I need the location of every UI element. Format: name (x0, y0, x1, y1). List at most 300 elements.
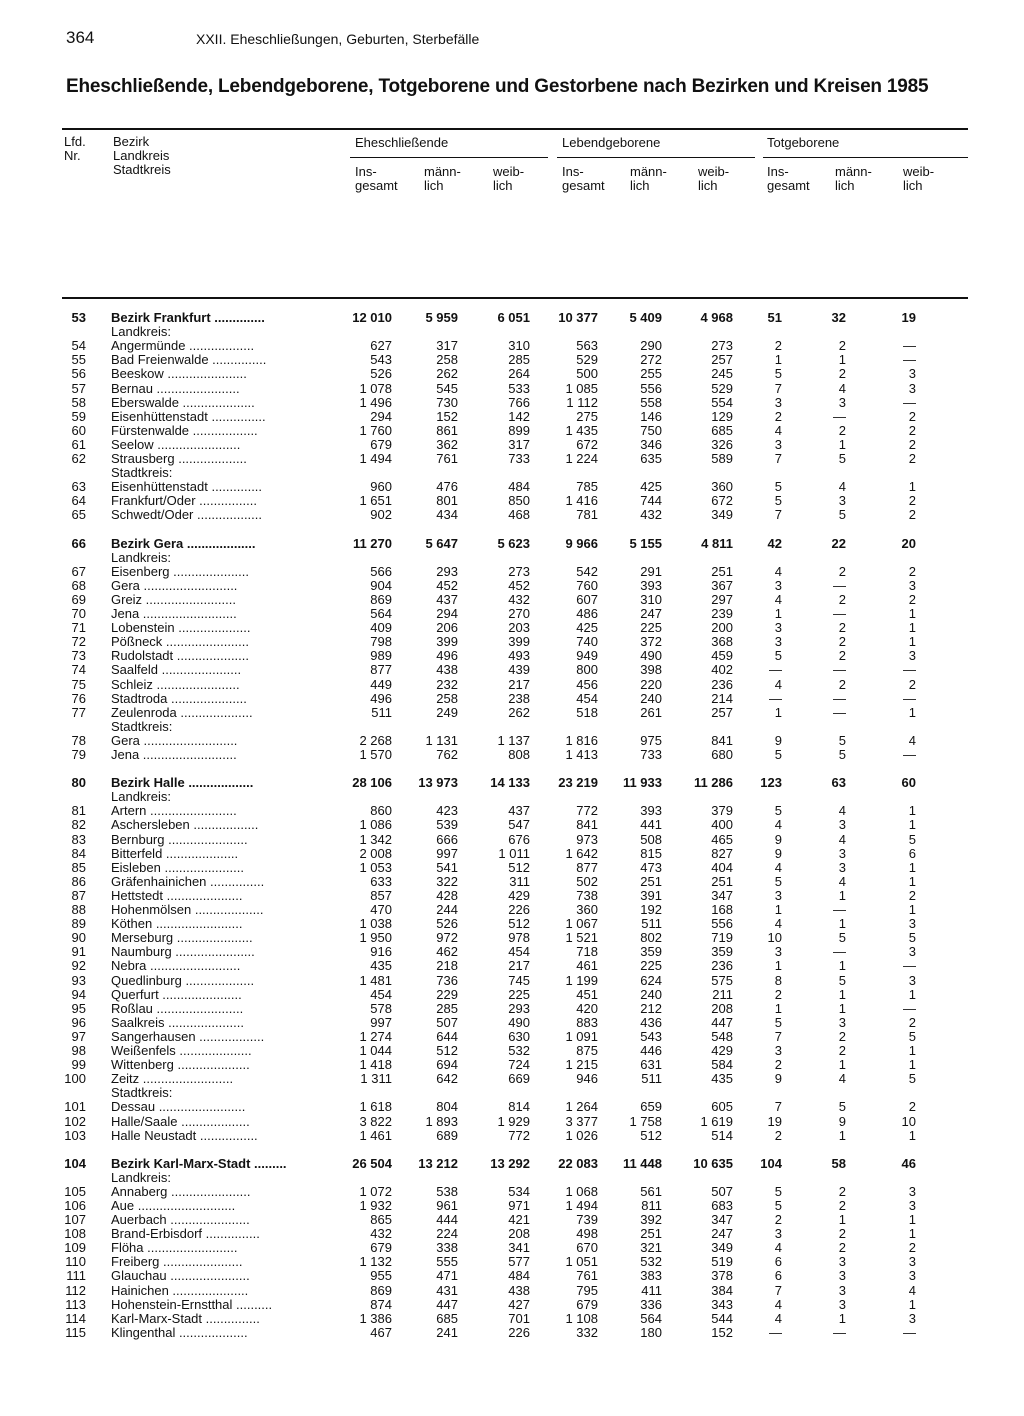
row-value: 1 067 (565, 916, 598, 931)
row-value: 3 (838, 1015, 846, 1030)
row-value: 1 494 (565, 1198, 598, 1213)
col-weiblich-3-top: weib- (903, 164, 935, 179)
col-weiblich-1-bottom: lich (493, 178, 513, 193)
table-row (0, 1326, 1024, 1340)
row-value: 9 (774, 1071, 782, 1086)
row-number: 92 (71, 958, 86, 973)
row-value: 229 (436, 987, 458, 1002)
row-value: 473 (640, 860, 662, 875)
row-value: 949 (576, 648, 598, 663)
table-subheading-row (0, 1086, 1024, 1100)
table-row (0, 1213, 1024, 1227)
row-value: 236 (711, 677, 733, 692)
row-value: 2 (908, 493, 916, 508)
row-value: 624 (640, 973, 662, 988)
row-name: Frankfurt/Oder ................ (111, 494, 257, 508)
row-value: 1 418 (359, 1057, 392, 1072)
row-value: 2 (838, 1043, 846, 1058)
row-name: Annaberg ...................... (111, 1185, 251, 1199)
group1-rule (350, 157, 548, 158)
row-value: 398 (640, 662, 662, 677)
row-value: 555 (436, 1254, 458, 1269)
row-value: 1 816 (565, 733, 598, 748)
row-value: 454 (576, 691, 598, 706)
table-row (0, 1157, 1024, 1171)
row-name: Zeulenroda .................... (111, 706, 253, 720)
row-value: 554 (711, 395, 733, 410)
row-value: 1 (774, 958, 782, 973)
table-row (0, 847, 1024, 861)
row-value: 26 504 (352, 1156, 392, 1171)
row-value: 6 (774, 1254, 782, 1269)
row-value: 1 026 (565, 1128, 598, 1143)
row-value: 378 (711, 1268, 733, 1283)
row-value: 561 (640, 1184, 662, 1199)
row-value: 3 (838, 1297, 846, 1312)
row-value: 11 286 (693, 775, 733, 790)
row-value: 2 (908, 888, 916, 903)
row-value: 261 (640, 705, 662, 720)
row-value: 701 (508, 1311, 530, 1326)
row-value: 874 (370, 1297, 392, 1312)
row-value: 575 (711, 973, 733, 988)
row-value: 740 (576, 634, 598, 649)
row-name: Aschersleben .................. (111, 818, 259, 832)
row-value: 11 448 (622, 1156, 662, 1171)
row-value: 5 (774, 874, 782, 889)
row-value: 247 (640, 606, 662, 621)
row-value: 666 (436, 832, 458, 847)
row-value: 7 (774, 381, 782, 396)
table-row (0, 748, 1024, 762)
table-row (0, 988, 1024, 1002)
row-value: 5 (774, 747, 782, 762)
row-name: Stadtkreis: (111, 466, 173, 480)
row-value: 1 311 (360, 1071, 392, 1086)
row-value: — (903, 958, 916, 973)
row-value: 3 (774, 634, 782, 649)
col-maennlich-2-top: männ- (630, 164, 667, 179)
row-value: 294 (370, 409, 392, 424)
row-value: 399 (508, 634, 530, 649)
col-weiblich-3-bottom: lich (903, 178, 923, 193)
row-name: Hainichen ..................... (111, 1284, 249, 1298)
row-value: 904 (370, 578, 392, 593)
row-value: 436 (640, 1015, 662, 1030)
row-value: 465 (711, 832, 733, 847)
row-value: 454 (370, 987, 392, 1002)
row-value: 439 (508, 662, 530, 677)
row-value: 566 (370, 564, 392, 579)
row-value: 247 (711, 1226, 733, 1241)
row-value: 2 (908, 1099, 916, 1114)
row-value: 750 (640, 423, 662, 438)
row-value: 633 (370, 874, 392, 889)
row-value: 1 053 (359, 860, 392, 875)
row-name: Strausberg ................... (111, 452, 247, 466)
row-value: 2 (908, 564, 916, 579)
row-value: 10 (901, 1114, 916, 1129)
row-name: Jena .......................... (111, 607, 237, 621)
row-value: 1 (838, 1311, 846, 1326)
table-row (0, 889, 1024, 903)
table-row (0, 1115, 1024, 1129)
row-value: 1 (838, 352, 846, 367)
row-number: 70 (71, 606, 86, 621)
row-value: 538 (436, 1184, 458, 1199)
row-value: 9 (838, 1114, 846, 1129)
row-value: 4 (774, 1240, 782, 1255)
row-value: 670 (576, 1240, 598, 1255)
row-value: 564 (640, 1311, 662, 1326)
row-value: 362 (436, 437, 458, 452)
row-value: 490 (640, 648, 662, 663)
row-value: 1 (908, 1212, 916, 1227)
table-row (0, 959, 1024, 973)
row-name: Gera .......................... (111, 579, 238, 593)
row-value: 841 (576, 817, 598, 832)
row-value: 285 (436, 1001, 458, 1016)
row-value: 1 760 (359, 423, 392, 438)
row-value: 1 112 (566, 395, 598, 410)
row-value: 447 (436, 1297, 458, 1312)
table-row (0, 396, 1024, 410)
row-value: — (903, 352, 916, 367)
table-row (0, 1100, 1024, 1114)
col-maennlich-3-top: männ- (835, 164, 872, 179)
row-name: Seelow ....................... (111, 438, 241, 452)
row-name: Quedlinburg ................... (111, 974, 255, 988)
col-weiblich-2-top: weib- (698, 164, 730, 179)
row-value: 7 (774, 1029, 782, 1044)
row-value: 3 (774, 578, 782, 593)
row-value: 875 (576, 1043, 598, 1058)
table-row (0, 678, 1024, 692)
row-value: 11 270 (352, 536, 392, 551)
row-value: 310 (640, 592, 662, 607)
header-top-rule (62, 128, 968, 130)
row-value: 2 (774, 409, 782, 424)
row-value: 1 085 (565, 381, 598, 396)
row-number: 60 (71, 423, 86, 438)
row-value: 379 (711, 803, 733, 818)
row-value: 273 (711, 338, 733, 353)
row-value: 733 (640, 747, 662, 762)
row-value: 251 (711, 874, 733, 889)
row-value: 827 (711, 846, 733, 861)
row-value: 1 (774, 1001, 782, 1016)
row-value: 946 (576, 1071, 598, 1086)
row-value: 1 (838, 1212, 846, 1227)
row-value: 4 (774, 817, 782, 832)
row-value: 761 (576, 1268, 598, 1283)
row-value: 392 (640, 1212, 662, 1227)
row-value: 814 (508, 1099, 530, 1114)
row-number: 86 (71, 874, 86, 889)
row-number: 95 (71, 1001, 86, 1016)
row-value: 605 (711, 1099, 733, 1114)
table-row (0, 734, 1024, 748)
row-value: 869 (370, 1283, 392, 1298)
row-value: 241 (436, 1325, 458, 1340)
row-number: 69 (71, 592, 86, 607)
row-value: 973 (576, 832, 598, 847)
row-value: 42 (767, 536, 782, 551)
row-value: 975 (640, 733, 662, 748)
row-value: 240 (640, 691, 662, 706)
row-value: 498 (576, 1226, 598, 1241)
row-value: 1 496 (359, 395, 392, 410)
row-value: 1 (774, 352, 782, 367)
row-value: 404 (711, 860, 733, 875)
row-value: 63 (831, 775, 846, 790)
row-value: 432 (370, 1226, 392, 1241)
row-name: Bernau ....................... (111, 382, 240, 396)
row-value: 1 (908, 1057, 916, 1072)
row-value: 23 219 (558, 775, 598, 790)
row-value: 20 (901, 536, 916, 551)
row-number: 97 (71, 1029, 86, 1044)
row-number: 74 (71, 662, 86, 677)
row-value: 2 268 (359, 733, 392, 748)
row-name: Eisenberg ..................... (111, 565, 249, 579)
row-value: 543 (370, 352, 392, 367)
row-name: Halle/Saale ................... (111, 1115, 250, 1129)
row-value: 217 (508, 958, 530, 973)
row-number: 110 (65, 1254, 86, 1269)
row-value: 5 (774, 366, 782, 381)
row-number: 90 (71, 930, 86, 945)
row-value: 1 (908, 606, 916, 621)
row-number: 80 (71, 775, 86, 790)
row-value: 733 (508, 451, 530, 466)
row-value: 60 (901, 775, 916, 790)
row-value: 2 (908, 1015, 916, 1030)
table-row (0, 339, 1024, 353)
table-row (0, 692, 1024, 706)
row-value: 152 (711, 1325, 733, 1340)
row-value: 1 494 (359, 451, 392, 466)
row-value: 511 (641, 916, 662, 931)
row-value: 432 (640, 507, 662, 522)
row-value: 372 (640, 634, 662, 649)
row-value: 694 (436, 1057, 458, 1072)
row-name: Landkreis: (111, 551, 171, 565)
table-row (0, 480, 1024, 494)
row-value: 399 (436, 634, 458, 649)
row-value: 718 (576, 944, 598, 959)
row-value: 437 (508, 803, 530, 818)
row-value: 1 038 (359, 916, 392, 931)
row-value: 1 072 (359, 1184, 392, 1199)
row-value: 51 (767, 310, 782, 325)
row-name: Eisleben ...................... (111, 861, 244, 875)
row-value: 3 (838, 1254, 846, 1269)
row-value: 685 (436, 1311, 458, 1326)
row-value: — (903, 662, 916, 677)
row-value: 533 (508, 381, 530, 396)
row-name: Rudolstadt .................... (111, 649, 249, 663)
row-name: Greiz ......................... (111, 593, 236, 607)
row-value: 5 (908, 832, 916, 847)
row-value: 129 (711, 409, 733, 424)
row-value: 4 (774, 916, 782, 931)
row-value: 542 (576, 564, 598, 579)
row-value: 3 (838, 395, 846, 410)
row-value: 310 (508, 338, 530, 353)
row-value: 9 966 (565, 536, 598, 551)
row-value: 1 619 (700, 1114, 733, 1129)
row-value: 3 (908, 1198, 916, 1213)
row-value: 1 051 (565, 1254, 598, 1269)
col-maennlich-1-top: männ- (424, 164, 461, 179)
row-value: — (833, 1325, 846, 1340)
table-row (0, 1199, 1024, 1213)
row-value: 359 (711, 944, 733, 959)
row-value: 452 (508, 578, 530, 593)
row-value: 2 (838, 1029, 846, 1044)
row-value: 3 (838, 493, 846, 508)
row-value: 745 (508, 973, 530, 988)
row-value: 456 (576, 677, 598, 692)
row-name: Hohenstein-Ernstthal .......... (111, 1298, 273, 1312)
row-value: 1 091 (565, 1029, 598, 1044)
row-value: 795 (576, 1283, 598, 1298)
row-value: 486 (576, 606, 598, 621)
header-bottom-rule (62, 297, 968, 299)
row-value: 861 (436, 423, 458, 438)
row-value: 226 (508, 1325, 530, 1340)
table-row (0, 804, 1024, 818)
row-value: 451 (576, 987, 598, 1002)
row-value: 297 (711, 592, 733, 607)
row-value: 270 (508, 606, 530, 621)
row-value: 508 (640, 832, 662, 847)
row-value: 214 (711, 691, 733, 706)
table-row (0, 537, 1024, 551)
row-value: 5 (774, 479, 782, 494)
row-value: 916 (370, 944, 392, 959)
row-value: 46 (901, 1156, 916, 1171)
table-row (0, 917, 1024, 931)
row-value: — (833, 691, 846, 706)
row-value: 428 (436, 888, 458, 903)
table-row (0, 861, 1024, 875)
row-value: 3 (908, 1184, 916, 1199)
row-value: 5 623 (497, 536, 530, 551)
row-value: 1 (908, 620, 916, 635)
row-value: 877 (576, 860, 598, 875)
row-name: Dessau ........................ (111, 1100, 246, 1114)
row-value: 2 (838, 677, 846, 692)
row-value: 543 (640, 1029, 662, 1044)
row-value: 589 (711, 451, 733, 466)
row-value: 1 (774, 606, 782, 621)
row-value: 5 (908, 1071, 916, 1086)
row-value: 461 (576, 958, 598, 973)
row-value: 804 (436, 1099, 458, 1114)
row-value: 5 (774, 803, 782, 818)
row-value: 1 108 (565, 1311, 598, 1326)
row-value: 471 (436, 1268, 458, 1283)
group2-rule (557, 157, 755, 158)
row-value: 10 (767, 930, 782, 945)
table-row (0, 593, 1024, 607)
col-insgesamt-1-bottom: gesamt (355, 178, 398, 193)
row-value: 511 (641, 1071, 662, 1086)
row-value: 526 (370, 366, 392, 381)
row-value: 462 (436, 944, 458, 959)
row-value: 6 051 (497, 310, 530, 325)
row-value: 2 (838, 423, 846, 438)
row-value: 1 (838, 987, 846, 1002)
row-number: 79 (71, 747, 86, 762)
row-number: 103 (64, 1128, 86, 1143)
row-value: 236 (711, 958, 733, 973)
row-value: 262 (508, 705, 530, 720)
row-value: 676 (508, 832, 530, 847)
row-value: 1 (908, 817, 916, 832)
row-value: 291 (640, 564, 662, 579)
table-row (0, 1002, 1024, 1016)
row-value: 5 959 (425, 310, 458, 325)
row-value: 4 (774, 860, 782, 875)
row-value: 142 (508, 409, 530, 424)
row-value: 1 (908, 1043, 916, 1058)
table-row (0, 1044, 1024, 1058)
row-value: 2 (908, 451, 916, 466)
page-number: 364 (66, 28, 95, 47)
row-value: 2 (838, 338, 846, 353)
row-value: 3 (908, 366, 916, 381)
row-value: 500 (576, 366, 598, 381)
row-name: Stadtkreis: (111, 720, 173, 734)
row-value: 719 (711, 930, 733, 945)
table-subheading-row (0, 720, 1024, 734)
row-value: 3 (838, 1268, 846, 1283)
table-row (0, 706, 1024, 720)
row-value: — (903, 338, 916, 353)
row-name: Bad Freienwalde ............... (111, 353, 267, 367)
row-value: 496 (436, 648, 458, 663)
row-value: 4 (838, 381, 846, 396)
row-value: 441 (640, 817, 662, 832)
row-value: 211 (712, 987, 733, 1002)
row-value: 3 (908, 1311, 916, 1326)
row-value: 294 (436, 606, 458, 621)
row-number: 94 (71, 987, 86, 1002)
chapter-heading: XXII. Eheschließungen, Geburten, Sterbefälle (196, 31, 480, 47)
table-row (0, 945, 1024, 959)
row-number: 62 (71, 451, 86, 466)
row-value: 258 (436, 352, 458, 367)
row-name: Auerbach ...................... (111, 1213, 250, 1227)
row-value: 545 (436, 381, 458, 396)
row-value: 2 (774, 987, 782, 1002)
row-value: 5 (908, 1029, 916, 1044)
row-value: 1 (908, 634, 916, 649)
row-value: 346 (640, 437, 662, 452)
row-name: Landkreis: (111, 1171, 171, 1185)
row-value: 258 (436, 691, 458, 706)
row-value: 3 (838, 846, 846, 861)
row-value: 264 (508, 366, 530, 381)
row-value: 257 (711, 705, 733, 720)
table-row (0, 607, 1024, 621)
table-row (0, 311, 1024, 325)
row-value: 152 (436, 409, 458, 424)
row-value: 218 (436, 958, 458, 973)
